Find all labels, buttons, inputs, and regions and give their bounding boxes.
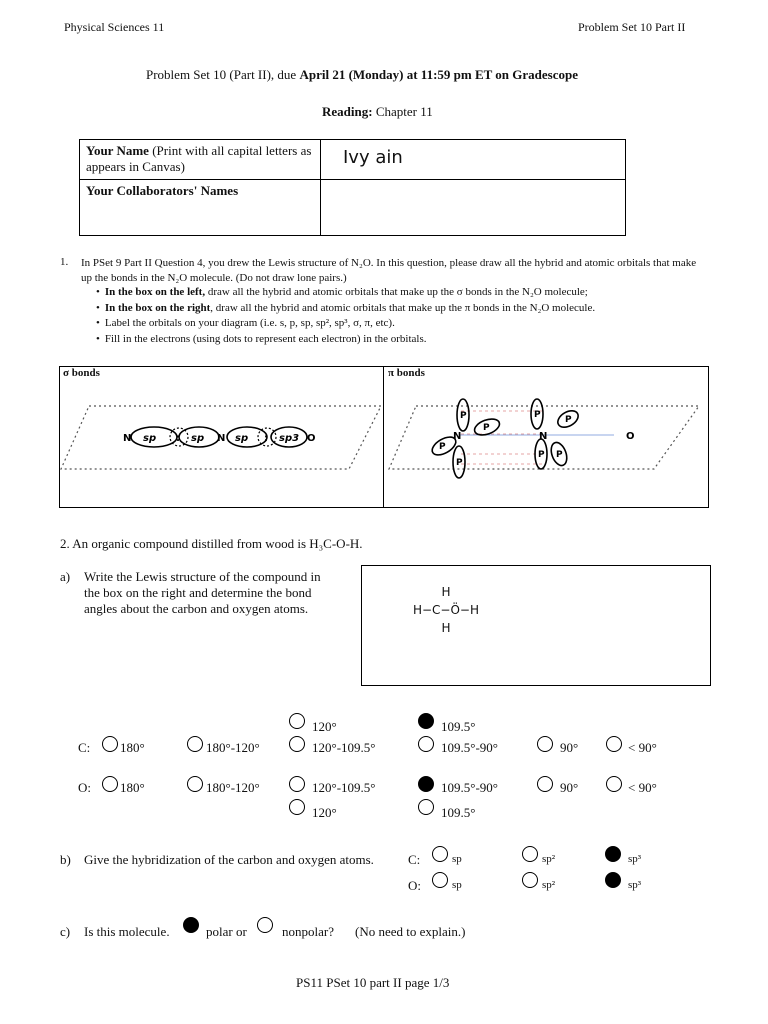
q1-bullet: • Fill in the electrons (using dots to represent each electron) in the orbitals. (96, 332, 595, 348)
orbital-drawings (59, 366, 709, 508)
c-radio-180[interactable] (102, 736, 118, 752)
c-radio-109-5-90[interactable] (418, 736, 434, 752)
svg-text:P: P (534, 410, 541, 420)
q1-bullets (96, 285, 595, 347)
name-table (79, 139, 626, 236)
nonpolar-label: nonpolar? (282, 924, 334, 939)
q2a-label: a) (60, 569, 71, 584)
nonpolar-radio[interactable] (257, 917, 273, 933)
c-opt-180: 180° (120, 740, 145, 755)
o-opt-109-5: 109.5° (441, 805, 476, 820)
pi-orbitals (429, 399, 634, 478)
c-hyb-radio-sp2[interactable] (522, 846, 538, 862)
name-label-cell (80, 140, 321, 180)
name-label: Your Name (86, 143, 149, 158)
reading-label: Reading: (322, 104, 373, 119)
o-radio-109-5[interactable] (418, 799, 434, 815)
c-opt-120: 120° (312, 719, 337, 734)
o-opt-120-109-5: 120°-109.5° (312, 780, 376, 795)
o-hyb-radio-sp3[interactable] (605, 872, 621, 888)
sigma-orbital-2-label: sp (191, 433, 205, 444)
q2c-label: c) (60, 924, 71, 939)
svg-text:P: P (565, 415, 572, 425)
polar-radio[interactable] (183, 917, 199, 933)
sigma-orbital-4-label: sp3 (279, 433, 300, 444)
q2-intro: 2. An organic compound distilled from wood is H₃C-O-H. (60, 536, 363, 551)
c-radio-90[interactable] (537, 736, 553, 752)
o-opt-90: 90° (560, 780, 579, 795)
o-hyb-sp3: sp³ (628, 879, 642, 891)
svg-text:P: P (439, 442, 446, 452)
c-opt-lt90: < 90° (628, 740, 657, 755)
c-radio-180-120[interactable] (187, 736, 203, 752)
sigma-o: O (307, 433, 316, 444)
c-opt-90: 90° (560, 740, 579, 755)
course-header: Physical Sciences 11 (64, 20, 165, 34)
c-opt-109-5-90: 109.5°-90° (441, 740, 498, 755)
page-title (146, 67, 578, 83)
c-radio-109-5[interactable] (418, 713, 434, 729)
o-opt-120: 120° (312, 805, 337, 820)
o-opt-lt90: < 90° (628, 780, 657, 795)
reading-line (322, 104, 433, 120)
o-radio-120[interactable] (289, 799, 305, 815)
c-opt-180-120: 180°-120° (206, 740, 260, 755)
o-radio-90[interactable] (537, 776, 553, 792)
o-hyb-radio-sp2[interactable] (522, 872, 538, 888)
q1-bullet: • In the box on the left, draw all the hybrid and atomic orbitals that make up the σ bonds in the N₂O molecule; (96, 285, 595, 301)
lewis-h-top: H (441, 585, 451, 599)
hyb-c-label: C: (408, 852, 421, 867)
pi-n1: N (453, 431, 462, 442)
polar-label: polar or (206, 924, 247, 939)
collab-value-cell[interactable] (321, 180, 626, 236)
lewis-h-bottom: H (441, 621, 451, 635)
sigma-orbital-1-label: sp (143, 433, 157, 444)
q1-text: In PSet 9 Part II Question 4, you drew the Lewis structure of N₂O. In this question, please draw all the hybrid and atomic orbitals that make up the bonds in the N₂O molecule. (Do not draw lone pairs.) (81, 257, 697, 284)
o-radio-180[interactable] (102, 776, 118, 792)
hyb-o-label: O: (408, 878, 421, 893)
title-due: April 21 (Monday) at 11:59 pm ET on Gradescope (299, 67, 579, 82)
svg-text:P: P (483, 423, 490, 433)
c-opt-120-109-5: 120°-109.5° (312, 740, 376, 755)
c-radio-lt90[interactable] (606, 736, 622, 752)
c-radio-120-109-5[interactable] (289, 736, 305, 752)
q2c-text: Is this molecule. (84, 924, 170, 939)
lewis-main: H−C−Ö−H (412, 603, 480, 617)
c-row-label: C: (78, 740, 91, 755)
sigma-label: σ bonds (63, 367, 100, 379)
q2a-text: Write the Lewis structure of the compound in the box on the right and determine the bond angles about the carbon and oxygen atoms. (84, 569, 321, 616)
q2b-text: Give the hybridization of the carbon and oxygen atoms. (84, 852, 374, 867)
o-hyb-sp: sp (452, 879, 462, 891)
name-value-cell[interactable] (321, 140, 626, 180)
sigma-orbitals (123, 427, 316, 447)
q1-bullet: • Label the orbitals on your diagram (i.e. s, p, sp, sp², sp³, σ, π, etc). (96, 316, 595, 332)
svg-text:P: P (538, 450, 545, 460)
c-hyb-radio-sp[interactable] (432, 846, 448, 862)
pi-label: π bonds (388, 367, 425, 379)
sigma-dots-2: : (264, 433, 268, 444)
pi-n2: N (539, 431, 548, 442)
q1-bullet: • In the box on the right, draw all the hybrid and atomic orbitals that make up the π bonds in the N₂O molecule. (96, 301, 595, 317)
o-opt-109-5-90: 109.5°-90° (441, 780, 498, 795)
o-hyb-radio-sp[interactable] (432, 872, 448, 888)
o-radio-lt90[interactable] (606, 776, 622, 792)
pi-o: O (626, 431, 635, 442)
pset-header: Problem Set 10 Part II (578, 20, 686, 34)
sigma-n1: N (123, 433, 132, 444)
sigma-n2: N (217, 433, 226, 444)
o-hyb-sp2: sp² (542, 879, 556, 891)
svg-text:P: P (460, 411, 467, 421)
sigma-dots-1: : (176, 433, 180, 444)
o-row-label: O: (78, 780, 91, 795)
q2c-note: (No need to explain.) (355, 924, 466, 939)
c-hyb-radio-sp3[interactable] (605, 846, 621, 862)
o-radio-109-5-90[interactable] (418, 776, 434, 792)
c-hyb-sp2: sp² (542, 853, 556, 865)
svg-text:P: P (556, 450, 563, 460)
lewis-structure (401, 583, 491, 637)
name-value: Ivy ain (343, 147, 403, 168)
q1-number: 1. (60, 256, 69, 268)
page-footer: PS11 PSet 10 part II page 1/3 (296, 975, 450, 990)
o-radio-120-109-5[interactable] (289, 776, 305, 792)
o-opt-180: 180° (120, 780, 145, 795)
c-hyb-sp3: sp³ (628, 853, 642, 865)
c-opt-109-5: 109.5° (441, 719, 476, 734)
name-note: (Print with all capital letters as appears in Canvas) (86, 143, 312, 174)
title-prefix: Problem Set 10 (Part II), due (146, 67, 300, 82)
sigma-orbital-3-label: sp (235, 433, 249, 444)
o-opt-180-120: 180°-120° (206, 780, 260, 795)
q2b-label: b) (60, 852, 71, 867)
c-radio-120[interactable] (289, 713, 305, 729)
svg-text:P: P (456, 458, 463, 468)
reading-value: Chapter 11 (375, 104, 433, 119)
collab-label: Your Collaborators' Names (86, 183, 239, 198)
o-radio-180-120[interactable] (187, 776, 203, 792)
collab-label-cell (80, 180, 321, 236)
c-hyb-sp: sp (452, 853, 462, 865)
